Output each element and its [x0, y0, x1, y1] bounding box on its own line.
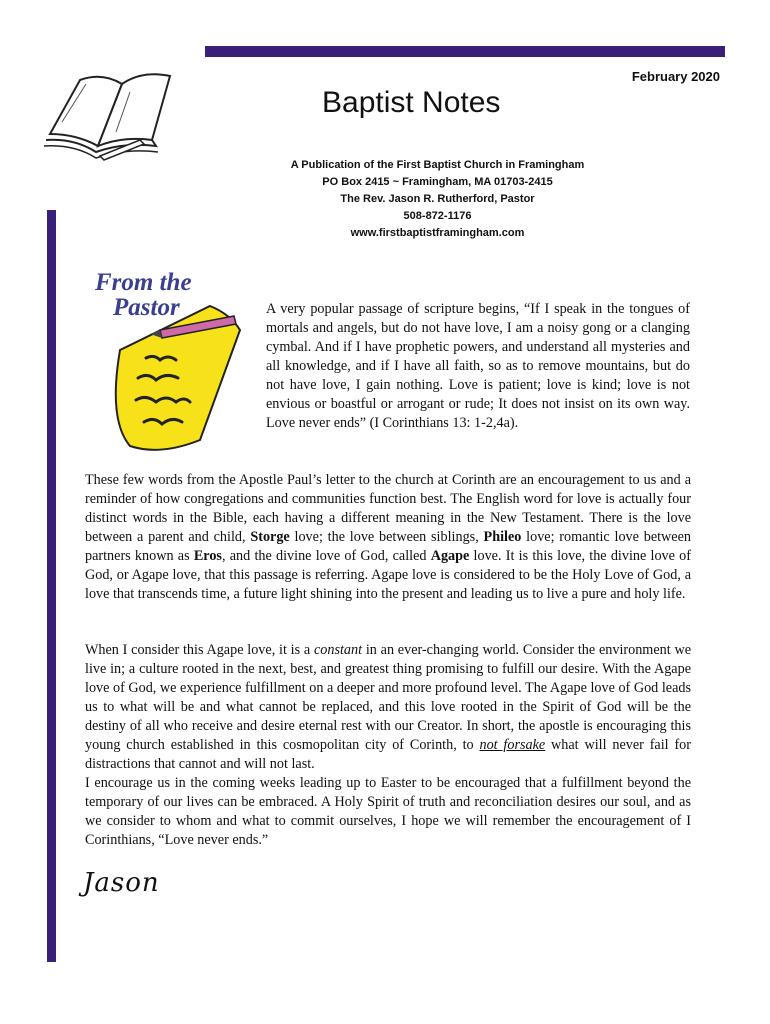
signature: Jason	[83, 868, 160, 898]
term-agape: Agape	[430, 548, 470, 564]
website-line: www.firstbaptistframingham.com	[350, 227, 525, 239]
term-eros: Eros	[193, 548, 222, 564]
publication-line: A Publication of the First Baptist Church in Framingham	[290, 159, 585, 171]
text-run: When I consider this Agape love, it is a	[85, 642, 314, 658]
issue-date: February 2020	[631, 69, 720, 84]
text-run: These few words from the Apostle Paul’s letter to the church at Corinth are an encouragement to us and a reminder of how congregations and communities function best. The English word for love is actually four distinct words in the Bible, each having a different meaning in the New Testament. There is the love between a parent and child,	[85, 472, 691, 545]
open-book-icon	[40, 62, 200, 162]
text-run: love; the love between siblings,	[289, 529, 484, 545]
emphasis-constant: constant	[313, 642, 363, 658]
text-run: I encourage us in the coming weeks leading up to Easter to be encouraged that a fulfillment beyond the temporary of our lives can be embraced. A Holy Spirit of truth and reconciliation desires our soul, and as we consider to whom and what to commit ourselves, I hope we will remember the encouragement of I Corinthians, “Love never ends.”	[85, 775, 691, 848]
newsletter-title: Baptist Notes	[322, 86, 501, 119]
text-run: , and the divine love of God, called	[221, 548, 431, 564]
text-run: love. It is this love, the divine love of God, or Agape love, that this passage is referring. Agape love is considered to be the Holy Love of God, a love that transcends time, a future light shining into the present and leading us to live a pure and holy life.	[85, 548, 691, 602]
term-storge: Storge	[250, 529, 290, 545]
paragraph-2	[85, 641, 691, 850]
heading-line-2: Pastor	[113, 294, 180, 321]
section-heading	[95, 270, 192, 320]
text-run: in an ever-changing world. Consider the environment we live in; a culture rooted in the next, best, and greatest thing promising to fulfill our desire. With the Agape love of God, we experience fulfillment on a deeper and more profound level. The Agape love of God leads us to what will be and what cannot be replaced, and this love rooted in the Spirit of God will be the destiny of all who receive and desire eternal rest with our Creator. In short, the apostle is encouraging this young church established in this cosmopolitan city of Corinth, to	[85, 642, 691, 753]
top-accent-bar	[205, 46, 725, 57]
phone-line: 508-872-1176	[403, 210, 472, 222]
heading-line-1: From the	[95, 269, 192, 296]
address-line: PO Box 2415 ~ Framingham, MA 01703-2415	[322, 176, 553, 188]
text-run: love; romantic love between partners known as	[85, 529, 691, 564]
emphasis-not-forsake: not forsake	[479, 737, 546, 753]
scripture-quote: A very popular passage of scripture begins, “If I speak in the tongues of mortals and angels, but do not have love, I am a noisy gong or a clanging cymbal. And if I have prophetic powers, and understand all mysteries and all knowledge, and if I have all faith, so as to remove mountains, but do not have love, I gain nothing. Love is patient; love is kind; love is not envious or boastful or arrogant or rude; It does not insist on its own way. Love never ends” (I Corinthians 13: 1-2,4a).	[266, 301, 690, 431]
side-accent-bar	[47, 210, 56, 962]
pastor-line: The Rev. Jason R. Rutherford, Pastor	[340, 193, 535, 205]
paragraph-1	[85, 471, 691, 604]
masthead	[240, 157, 635, 242]
term-phileo: Phileo	[483, 529, 522, 545]
text-run: what will never fail for distractions that cannot and will not last.	[85, 737, 691, 772]
